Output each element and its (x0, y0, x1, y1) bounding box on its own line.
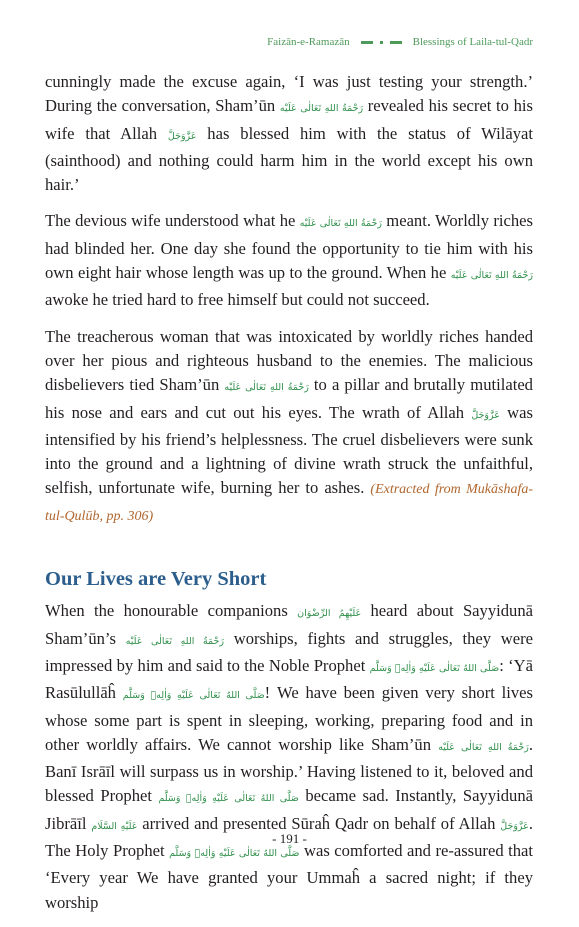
honorific-rahmatullah: رَحْمَةُ اللهِ تَعَالٰى عَلَيْه (450, 270, 533, 282)
honorific-salawat: صَلَّى اللهُ تَعَالٰى عَلَيْهِ وَاٰلِهٖ وَسَلَّم (169, 848, 300, 860)
honorific-salawat: صَلَّى اللهُ تَعَالٰى عَلَيْهِ وَاٰلِهٖ وَسَلَّم (369, 662, 500, 674)
section-heading: Our Lives are Very Short (45, 568, 267, 591)
honorific-azzawajal: عَزَّوَجَلَّ (167, 130, 197, 142)
header-separator (358, 41, 405, 44)
honorific-alaihissalam: عَلَيْهِ السَّلَام (91, 820, 138, 832)
honorific-rahmatullah: رَحْمَةُ اللهِ تَعَالٰى عَلَيْه (279, 103, 364, 115)
honorific-azzawajal: عَزَّوَجَلَّ (471, 409, 500, 421)
honorific-rahmatullah: رَحْمَةُ اللهِ تَعَالٰى عَلَيْه (299, 218, 382, 230)
honorific-salawat: صَلَّى اللهُ تَعَالٰى عَلَيْهِ وَاٰلِهٖ وَسَلَّم (158, 793, 299, 805)
honorific-rahmatullah: رَحْمَةُ اللهِ تَعَالٰى عَلَيْه (224, 382, 309, 394)
running-header (45, 36, 533, 48)
honorific-salawat: صَلَّى اللهُ تَعَالٰى عَلَيْهِ وَاٰلِهٖ وَسَلَّم (122, 690, 265, 702)
page-number: - 191 - (272, 831, 307, 846)
citation: (Extracted from Mukāshafa-tul-Qulūb, pp. 306) (45, 482, 533, 524)
paragraph-2: The devious wife understood what he رَحْمَةُ اللهِ تَعَالٰى عَلَيْه meant. Worldly riches had blinded her. One day she found the opportunity to tie him with his own eight hair whose length was up to the ground. When he رَحْمَةُ اللهِ تَعَالٰى عَلَيْه awoke he tried hard to free himself but could not succeed. (45, 211, 533, 310)
honorific-rahmatullah: رَحْمَةُ اللهِ تَعَالٰى عَلَيْه (125, 635, 224, 647)
honorific-azzawajal: عَزَّوَجَلَّ (500, 820, 529, 832)
paragraph-4: When the honourable companions عَلَيْهِمُ الرِّضْوَان heard about Sayyidunā Sham’ūn’s رَحْمَةُ اللهِ تَعَالٰى عَلَيْه worships, fights and struggles, they were impressed by him and said to the Noble Prophet صَلَّى اللهُ تَعَالٰى عَلَيْهِ وَاٰلِهٖ وَسَلَّم: ‘Yā Rasūlullāĥ صَلَّى اللهُ تَعَالٰى عَلَيْهِ وَاٰلِهٖ وَسَلَّم! We have been given very short lives whose some part is spent in sleeping, working, preparing food and in other worldly affairs. We cannot worship like Sham’ūn رَحْمَةُ اللهِ تَعَالٰى عَلَيْه. Banī Isrāīl will surpass us in worship.’ Having listened to it, beloved and blessed Prophet صَلَّى اللهُ تَعَالٰى عَلَيْهِ وَاٰلِهٖ وَسَلَّم became sad. Instantly, Sayyidunā Jibrāīl عَلَيْهِ السَّلَام arrived and presented Sūraĥ Qadr on behalf of Allah عَزَّوَجَلَّ. The Holy Prophet صَلَّى اللهُ تَعَالٰى عَلَيْهِ وَاٰلِهٖ وَسَلَّم was comforted and re-assured that ‘Every year We have granted your Ummaĥ a sacred night; if they worship (45, 601, 534, 912)
paragraph-3: The treacherous woman that was intoxicated by worldly riches handed over her pious and righteous husband to the enemies. The malicious disbelievers tied Sham’ūn رَحْمَةُ اللهِ تَعَالٰى عَلَيْه to a pillar and brutally mutilated his nose and ears and cut out his eyes. The wrath of Allah عَزَّوَجَلَّ was intensified by his friend’s helplessness. The cruel disbelievers were sunk into the ground and a lightning of divine wrath struck the unfaithful, selfish, unfortunate wife, burning her to ashes. (Extracted from Mukāshafa-tul-Qulūb, pp. 306) (45, 326, 533, 524)
honorific-ridwan: عَلَيْهِمُ الرِّضْوَان (297, 608, 362, 620)
paragraph-1: cunningly made the excuse again, ‘I was just testing your strength.’ During the conversation, Sham’ūn رَحْمَةُ اللهِ تَعَالٰى عَلَيْه revealed his secret to his wife that Allah عَزَّوَجَلَّ has blessed him with the status of Wilāyat (sainthood) and nothing could harm him in the world except his own hair.’ (45, 72, 533, 195)
chapter-title: Blessings of Laila-tul-Qadr (412, 36, 533, 48)
honorific-rahmatullah: رَحْمَةُ اللهِ تَعَالٰى عَلَيْه (438, 741, 529, 753)
page-body (45, 70, 533, 927)
book-title: Faizān-e-Ramazān (267, 36, 350, 48)
